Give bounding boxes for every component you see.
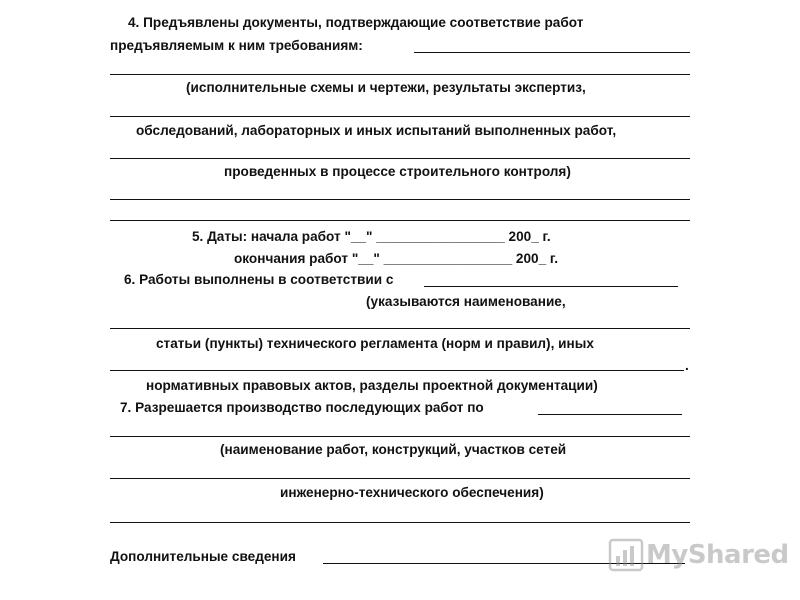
section6-period: .	[685, 358, 689, 373]
watermark-text: MyShared	[646, 540, 789, 570]
section6-note2: статьи (пункты) технического регламента (норм и правил), иных	[156, 336, 594, 351]
section7-line1: 7. Разрешается производство последующих работ по	[120, 400, 484, 415]
blank-line[interactable]	[110, 436, 690, 437]
section6-note3: нормативных правовых актов, разделы проектной документации)	[146, 378, 598, 393]
blank-line[interactable]	[110, 522, 690, 523]
requirements-field[interactable]	[414, 52, 690, 53]
blank-line[interactable]	[110, 116, 690, 117]
blank-line[interactable]	[110, 370, 684, 371]
section6-line1: 6. Работы выполнены в соответствии с	[124, 272, 394, 287]
blank-line[interactable]	[110, 199, 690, 200]
section5-start-date: 5. Даты: начала работ "__" _________________ 200_ г.	[192, 229, 551, 244]
next-works-field[interactable]	[538, 414, 682, 415]
watermark	[608, 536, 789, 576]
blank-line[interactable]	[110, 220, 690, 221]
section4-note1: (исполнительные схемы и чертежи, результаты экспертиз,	[186, 80, 586, 95]
chart-bar-icon	[608, 538, 644, 574]
section4-line2: предъявляемым к ним требованиям:	[110, 38, 363, 53]
section7-note2: инженерно-технического обеспечения)	[280, 485, 544, 500]
blank-line[interactable]	[110, 74, 690, 75]
blank-line[interactable]	[110, 158, 690, 159]
blank-line[interactable]	[110, 328, 690, 329]
section4-note2: обследований, лабораторных и иных испытаний выполненных работ,	[136, 123, 617, 138]
section5-end-date: окончания работ "__" _________________ 200_ г.	[234, 251, 559, 266]
blank-line[interactable]	[110, 478, 690, 479]
section7-note1: (наименование работ, конструкций, участков сетей	[220, 442, 567, 457]
section4-note3: проведенных в процессе строительного контроля)	[224, 164, 571, 179]
section4-line1: 4. Предъявлены документы, подтверждающие соответствие работ	[128, 15, 584, 30]
section6-note1: (указываются наименование,	[366, 294, 566, 309]
compliance-field[interactable]	[424, 286, 678, 287]
additional-info-label: Дополнительные сведения	[110, 549, 296, 564]
